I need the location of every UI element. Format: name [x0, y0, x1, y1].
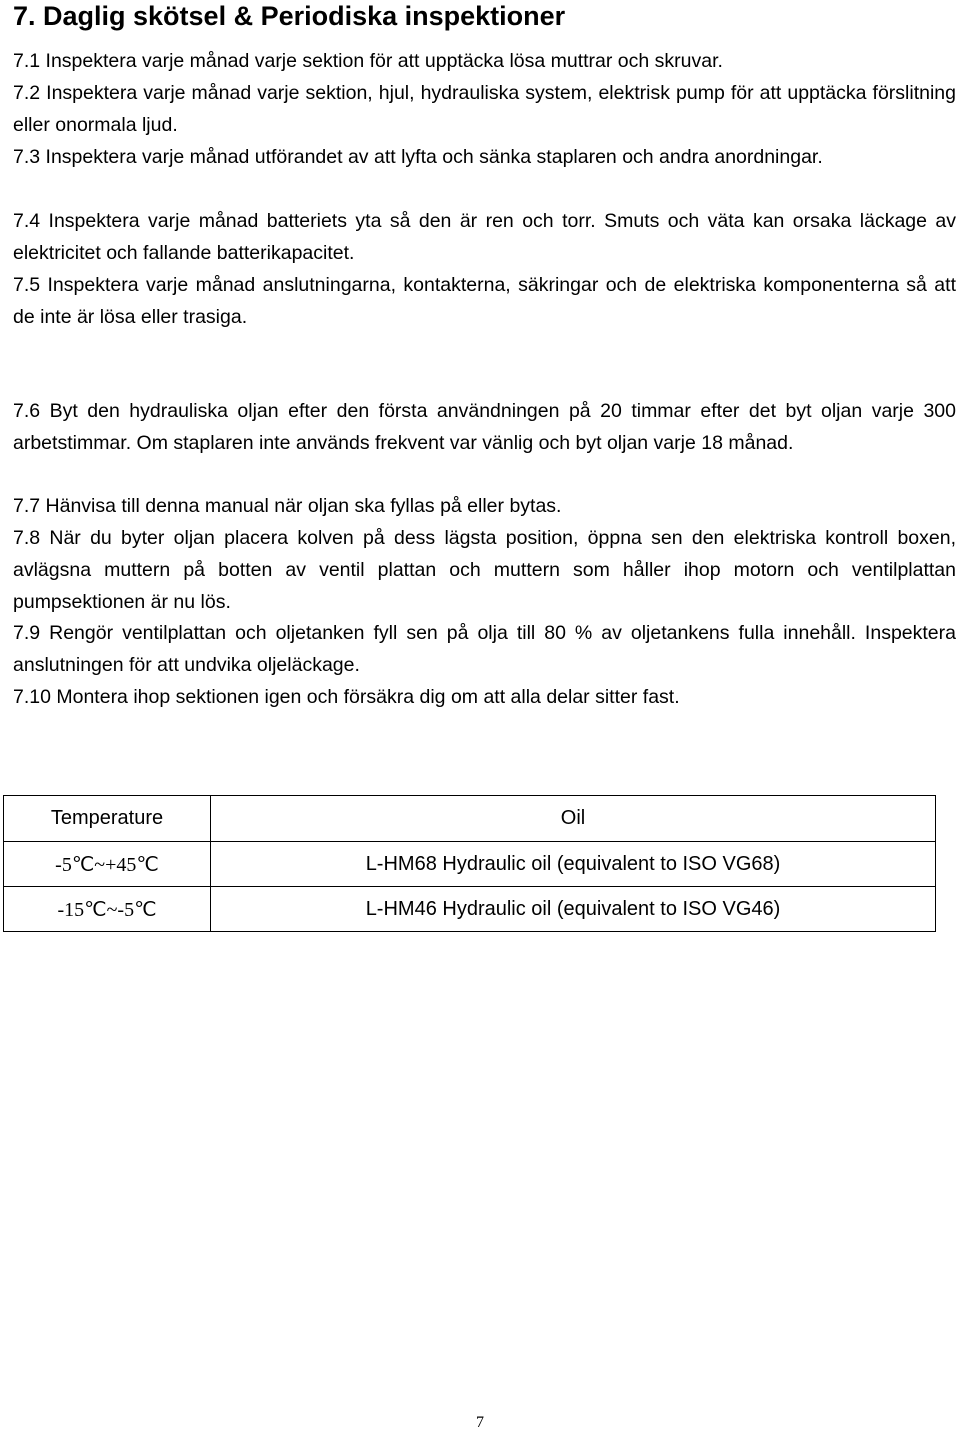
table-header-row [4, 796, 936, 842]
oil-type-cell: L-HM68 Hydraulic oil (equivalent to ISO VG68) [211, 842, 936, 887]
oil-type-cell: L-HM46 Hydraulic oil (equivalent to ISO VG46) [211, 887, 936, 932]
oil-temperature-table [3, 795, 936, 932]
maintenance-item-7-10: 7.10 Montera ihop sektionen igen och försäkra dig om att alla delar sitter fast. [13, 686, 680, 708]
inspection-item-7-4: 7.4 Inspektera varje månad batteriets yta så den är ren och torr. Smuts och väta kan orsaka läckage av elektricitet och fallande batterikapacitet. [13, 210, 956, 264]
temperature-range-cell: -5℃~+45℃ [4, 842, 211, 887]
table-row [4, 842, 936, 887]
maintenance-item-7-8: 7.8 När du byter oljan placera kolven på dess lägsta position, öppna sen den elektriska kontroll boxen, avlägsna muttern på botten av ventil plattan och muttern som håller ihop motorn och ventilplattan pumpsektionen är nu lös. [13, 527, 956, 613]
inspection-item-7-2: 7.2 Inspektera varje månad varje sektion, hjul, hydrauliska system, elektrisk pump för att upptäcka förslitning eller onormala ljud. [13, 82, 956, 136]
temperature-header: Temperature [4, 796, 211, 842]
table-row [4, 887, 936, 932]
maintenance-item-7-6: 7.6 Byt den hydrauliska oljan efter den första användningen på 20 timmar efter det byt oljan varje 300 arbetstimmar. Om staplaren inte används frekvent var vänlig och byt oljan varje 18 månad. [13, 400, 956, 454]
section-heading: 7. Daglig skötsel & Periodiska inspektioner [13, 1, 566, 31]
inspection-item-7-3: 7.3 Inspektera varje månad utförandet av att lyfta och sänka staplaren och andra anordningar. [13, 146, 823, 168]
inspection-item-7-5: 7.5 Inspektera varje månad anslutningarna, kontakterna, säkringar och de elektriska komponenterna så att de inte är lösa eller trasiga. [13, 274, 956, 328]
temperature-range-cell: -15℃~-5℃ [4, 887, 211, 932]
oil-table-container [3, 795, 936, 932]
maintenance-item-7-9: 7.9 Rengör ventilplattan och oljetanken fyll sen på olja till 80 % av oljetankens fulla innehåll. Inspektera anslutningen för att undvika oljeläckage. [13, 622, 956, 676]
oil-header: Oil [211, 796, 936, 842]
page-number: 7 [476, 1414, 484, 1431]
maintenance-item-7-7: 7.7 Hänvisa till denna manual när oljan ska fyllas på eller bytas. [13, 495, 562, 517]
inspection-item-7-1: 7.1 Inspektera varje månad varje sektion för att upptäcka lösa muttrar och skruvar. [13, 50, 723, 72]
